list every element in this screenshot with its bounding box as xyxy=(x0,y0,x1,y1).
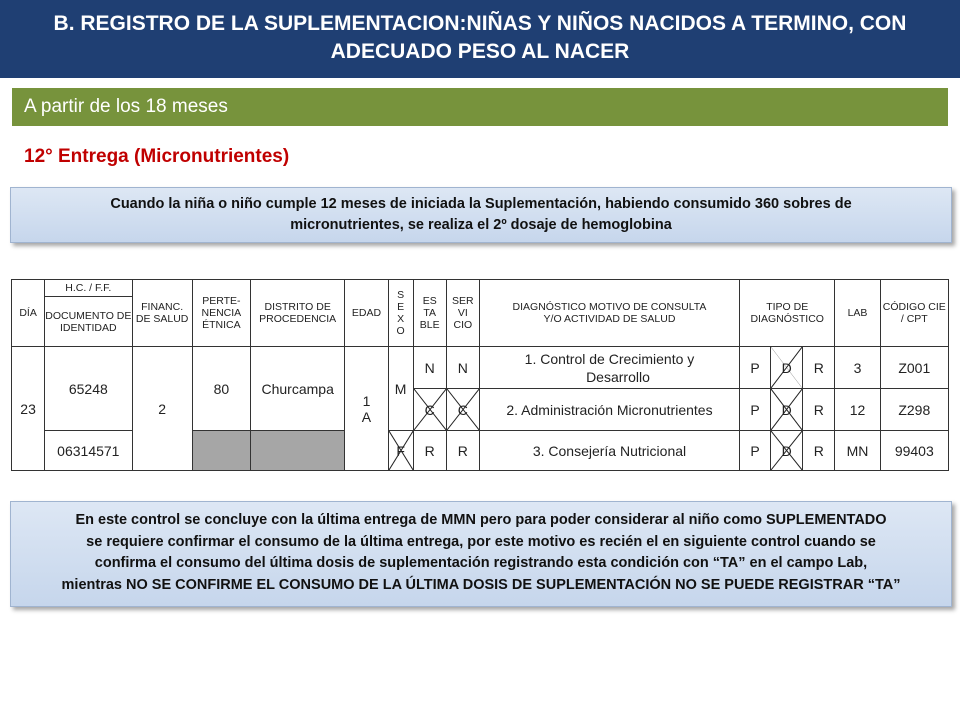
cell-sexo-m: M xyxy=(388,347,413,431)
cell-estable-3: R xyxy=(413,431,446,471)
slide-title-line1: B. REGISTRO DE LA SUPLEMENTACION:NIÑAS Y NIÑOS NACIDOS A TERMINO, CON xyxy=(53,12,907,35)
cell-servicio-2 xyxy=(446,389,479,431)
tipo-d-3-label: D xyxy=(781,442,792,459)
cell-tipo-p-3: P xyxy=(740,431,771,471)
header-lab: LAB xyxy=(835,280,880,347)
cell-distrito: Churcampa xyxy=(250,347,344,431)
cell-tipo-d-2 xyxy=(771,389,803,431)
slide-title xyxy=(0,0,960,78)
hemoglobin-note xyxy=(10,187,952,243)
header-estable: ES TA BLE xyxy=(413,280,446,347)
cell-etnica: 80 xyxy=(192,347,250,431)
cell-lab-3: MN xyxy=(835,431,880,471)
cell-tipo-r-1: R xyxy=(803,347,835,389)
supplementation-note xyxy=(10,501,952,607)
header-diagnostico-line1: DIAGNÓSTICO MOTIVO DE CONSULTA xyxy=(512,301,707,313)
cell-tipo-p-2: P xyxy=(740,389,771,431)
cell-doc: 06314571 xyxy=(45,431,132,471)
cell-diagnostico-3: 3. Consejería Nutricional xyxy=(479,431,739,471)
cell-estable-2 xyxy=(413,389,446,431)
cell-dia: 23 xyxy=(12,347,45,471)
cell-codigo-3: 99403 xyxy=(880,431,948,471)
supplementation-note-line2: se requiere confirmar el consumo de la última entrega, por este motivo es recién el en siguiente control cuando se xyxy=(86,533,876,550)
diagnostico-1-line2: Desarrollo xyxy=(586,368,650,385)
cell-edad-value: 1 xyxy=(362,392,371,409)
header-dia: DÍA xyxy=(12,280,45,347)
header-hc: H.C. / F.F. xyxy=(45,280,132,297)
cell-tipo-r-3: R xyxy=(803,431,835,471)
cell-tipo-d-1 xyxy=(771,347,803,389)
cell-edad xyxy=(345,347,388,471)
header-diagnostico-line2: Y/O ACTIVIDAD DE SALUD xyxy=(543,313,676,325)
cell-diagnostico-1 xyxy=(479,347,739,389)
registry-table xyxy=(11,279,949,471)
sexo-f-label: F xyxy=(396,442,405,459)
hemoglobin-note-line1: Cuando la niña o niño cumple 12 meses de iniciada la Suplementación, habiendo consumido 360 sobres de xyxy=(110,196,852,212)
cell-servicio-3: R xyxy=(446,431,479,471)
slide-title-line2: ADECUADO PESO AL NACER xyxy=(330,40,630,63)
hemoglobin-note-line2: micronutrientes, se realiza el 2º dosaje de hemoglobina xyxy=(290,217,672,233)
cell-servicio-1: N xyxy=(446,347,479,389)
header-sexo: S E X O xyxy=(388,280,413,347)
section-bar: A partir de los 18 meses xyxy=(12,88,948,126)
header-distrito: DISTRITO DE PROCEDENCIA xyxy=(250,280,344,347)
cell-codigo-1: Z001 xyxy=(880,347,948,389)
cell-lab-1: 3 xyxy=(835,347,880,389)
cell-etnica-empty xyxy=(192,431,250,471)
header-edad: EDAD xyxy=(345,280,388,347)
cell-distrito-empty xyxy=(250,431,344,471)
servicio-2-label: C xyxy=(457,401,468,418)
header-doc: DOCUMENTO DE IDENTIDAD xyxy=(45,297,132,347)
cell-tipo-d-3 xyxy=(771,431,803,471)
tipo-d-1-label: D xyxy=(781,359,792,376)
cell-diagnostico-2: 2. Administración Micronutrientes xyxy=(479,389,739,431)
supplementation-note-line3: confirma el consumo del última dosis de suplementación registrando esta condición con “TA” en el campo Lab, xyxy=(94,555,868,571)
cell-estable-1: N xyxy=(413,347,446,389)
supplementation-note-line4: mientras NO SE CONFIRME EL CONSUMO DE LA ÚLTIMA DOSIS DE SUPLEMENTACIÓN NO SE PUEDE REGISTRAR “TA” xyxy=(61,576,901,593)
cell-financ: 2 xyxy=(132,347,192,471)
diagnostico-1-line1: 1. Control de Crecimiento y xyxy=(524,350,695,367)
cell-codigo-2: Z298 xyxy=(880,389,948,431)
header-codigo: CÓDIGO CIE / CPT xyxy=(880,280,948,347)
header-diagnostico xyxy=(479,280,739,347)
cell-edad-unit: A xyxy=(361,408,372,425)
cell-tipo-r-2: R xyxy=(803,389,835,431)
estable-2-label: C xyxy=(424,401,435,418)
supplementation-note-line1: En este control se concluye con la última entrega de MMN pero para poder considerar al niño como SUPLEMENTADO xyxy=(75,512,887,528)
cell-sexo-f xyxy=(388,431,413,471)
header-tipo: TIPO DE DIAGNÓSTICO xyxy=(740,280,835,347)
header-financ: FINANC. DE SALUD xyxy=(132,280,192,347)
cell-lab-2: 12 xyxy=(835,389,880,431)
cell-hc: 65248 xyxy=(45,347,132,431)
tipo-d-2-label: D xyxy=(781,401,792,418)
subtitle: 12° Entrega (Micronutrientes) xyxy=(24,146,290,167)
cell-tipo-p-1: P xyxy=(740,347,771,389)
header-etnica: PERTE- NENCIA ÉTNICA xyxy=(192,280,250,347)
header-servicio: SER VI CIO xyxy=(446,280,479,347)
